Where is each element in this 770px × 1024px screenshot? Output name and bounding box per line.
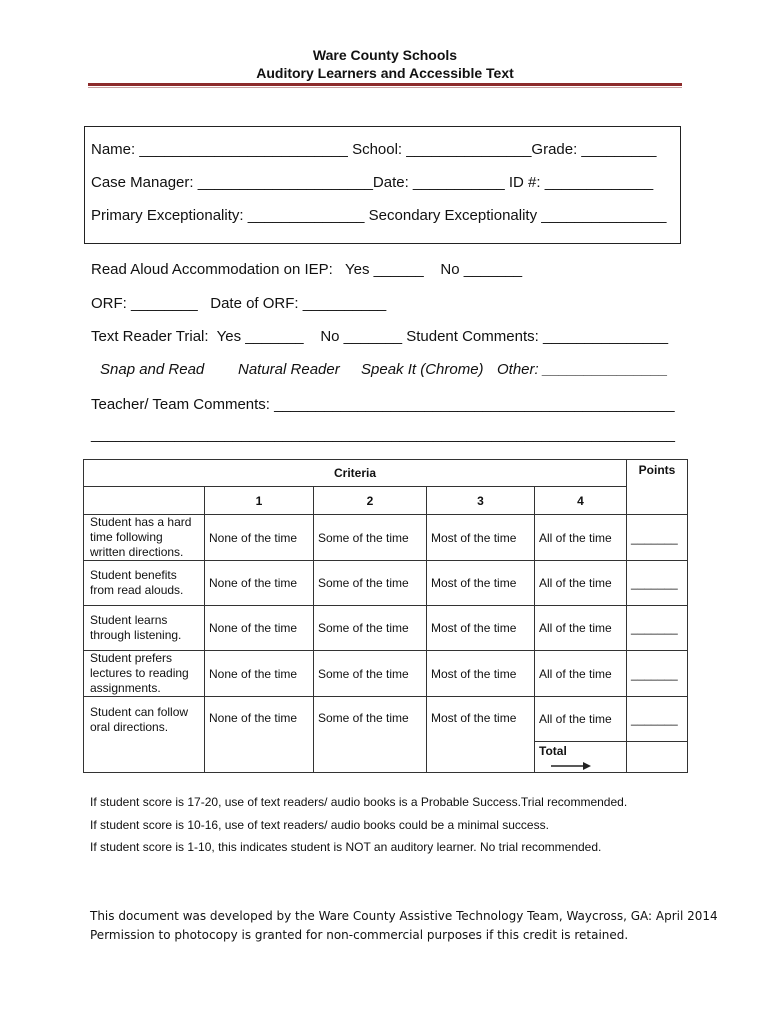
- table-row: [84, 561, 688, 606]
- reader-snap-and-read: Snap and Read: [100, 361, 205, 378]
- criterion-text: Student prefers lectures to reading assignments.: [84, 651, 205, 697]
- scale-2: 2: [314, 487, 427, 515]
- option-most[interactable]: Most of the time: [427, 515, 535, 561]
- footer-permission: Permission to photocopy is granted for non-commercial purposes if this credit is retained.: [90, 928, 629, 942]
- option-all[interactable]: All of the time: [535, 606, 627, 651]
- name-school-grade-line[interactable]: Name: _________________________ School: _______________Grade: _________: [91, 141, 657, 158]
- option-none[interactable]: None of the time: [205, 515, 314, 561]
- case-manager-date-id-line[interactable]: Case Manager: _____________________Date: ___________ ID #: _____________: [91, 174, 654, 191]
- scoring-note-1: If student score is 17-20, use of text readers/ audio books is a Probable Success.Trial recommended.: [90, 795, 628, 809]
- option-most[interactable]: Most of the time: [427, 651, 535, 697]
- option-most[interactable]: Most of the time: [427, 561, 535, 606]
- criteria-header: Criteria: [84, 460, 627, 487]
- scale-4: 4: [535, 487, 627, 515]
- table-row: [84, 606, 688, 651]
- points-header: Points: [627, 460, 688, 515]
- scale-1: 1: [205, 487, 314, 515]
- points-field[interactable]: _______: [627, 697, 688, 742]
- option-some[interactable]: Some of the time: [314, 651, 427, 697]
- points-field[interactable]: _______: [627, 561, 688, 606]
- teacher-comments-line[interactable]: Teacher/ Team Comments: ________________________________________________: [91, 396, 675, 413]
- option-some[interactable]: Some of the time: [314, 561, 427, 606]
- option-all[interactable]: All of the time: [535, 515, 627, 561]
- header-rule-shadow: [88, 87, 682, 88]
- scale-row: [84, 487, 688, 515]
- criterion-text: Student benefits from read alouds.: [84, 561, 205, 606]
- criterion-text: Student can follow oral directions.: [84, 697, 205, 773]
- comments-continuation-line[interactable]: ______________________________________________________________________: [91, 426, 675, 443]
- reader-natural-reader: Natural Reader: [238, 361, 340, 378]
- option-none[interactable]: None of the time: [205, 697, 314, 773]
- read-aloud-line[interactable]: Read Aloud Accommodation on IEP: Yes ______ No _______: [91, 261, 523, 278]
- table-row: [84, 697, 688, 742]
- criterion-text: Student learns through listening.: [84, 606, 205, 651]
- rubric-table: [83, 459, 688, 773]
- option-most[interactable]: Most of the time: [427, 606, 535, 651]
- footer-credit: This document was developed by the Ware County Assistive Technology Team, Waycross, GA: April 2014: [90, 909, 718, 923]
- right-arrow-icon: [551, 762, 591, 770]
- option-all[interactable]: All of the time: [535, 697, 627, 742]
- option-most[interactable]: Most of the time: [427, 697, 535, 773]
- option-some[interactable]: Some of the time: [314, 515, 427, 561]
- points-field[interactable]: _______: [627, 651, 688, 697]
- option-none[interactable]: None of the time: [205, 561, 314, 606]
- orf-line[interactable]: ORF: ________ Date of ORF: __________: [91, 295, 387, 312]
- option-all[interactable]: All of the time: [535, 651, 627, 697]
- scale-3: 3: [427, 487, 535, 515]
- points-field[interactable]: _______: [627, 606, 688, 651]
- table-row: [84, 651, 688, 697]
- scale-blank: [84, 487, 205, 515]
- points-field[interactable]: _______: [627, 515, 688, 561]
- option-some[interactable]: Some of the time: [314, 697, 427, 773]
- option-none[interactable]: None of the time: [205, 606, 314, 651]
- option-some[interactable]: Some of the time: [314, 606, 427, 651]
- reader-speak-it: Speak It (Chrome): [361, 361, 484, 378]
- reader-other[interactable]: Other: _______________: [497, 361, 668, 378]
- table-header-row: [84, 460, 688, 487]
- total-cell: [535, 742, 627, 773]
- scoring-note-3: If student score is 1-10, this indicates student is NOT an auditory learner. No trial recommended.: [90, 840, 602, 854]
- header-rule: [88, 83, 682, 86]
- table-row: [84, 515, 688, 561]
- document-title: Auditory Learners and Accessible Text: [256, 65, 514, 81]
- total-points-field[interactable]: [627, 742, 688, 773]
- exceptionality-line[interactable]: Primary Exceptionality: ______________ Secondary Exceptionality _______________: [91, 207, 667, 224]
- text-reader-trial-line[interactable]: Text Reader Trial: Yes _______ No _______ Student Comments: _______________: [91, 328, 669, 345]
- total-label: Total: [539, 744, 567, 758]
- criterion-text: Student has a hard time following written directions.: [84, 515, 205, 561]
- option-all[interactable]: All of the time: [535, 561, 627, 606]
- school-name: Ware County Schools: [312, 47, 458, 63]
- option-none[interactable]: None of the time: [205, 651, 314, 697]
- scoring-note-2: If student score is 10-16, use of text readers/ audio books could be a minimal success.: [90, 818, 549, 832]
